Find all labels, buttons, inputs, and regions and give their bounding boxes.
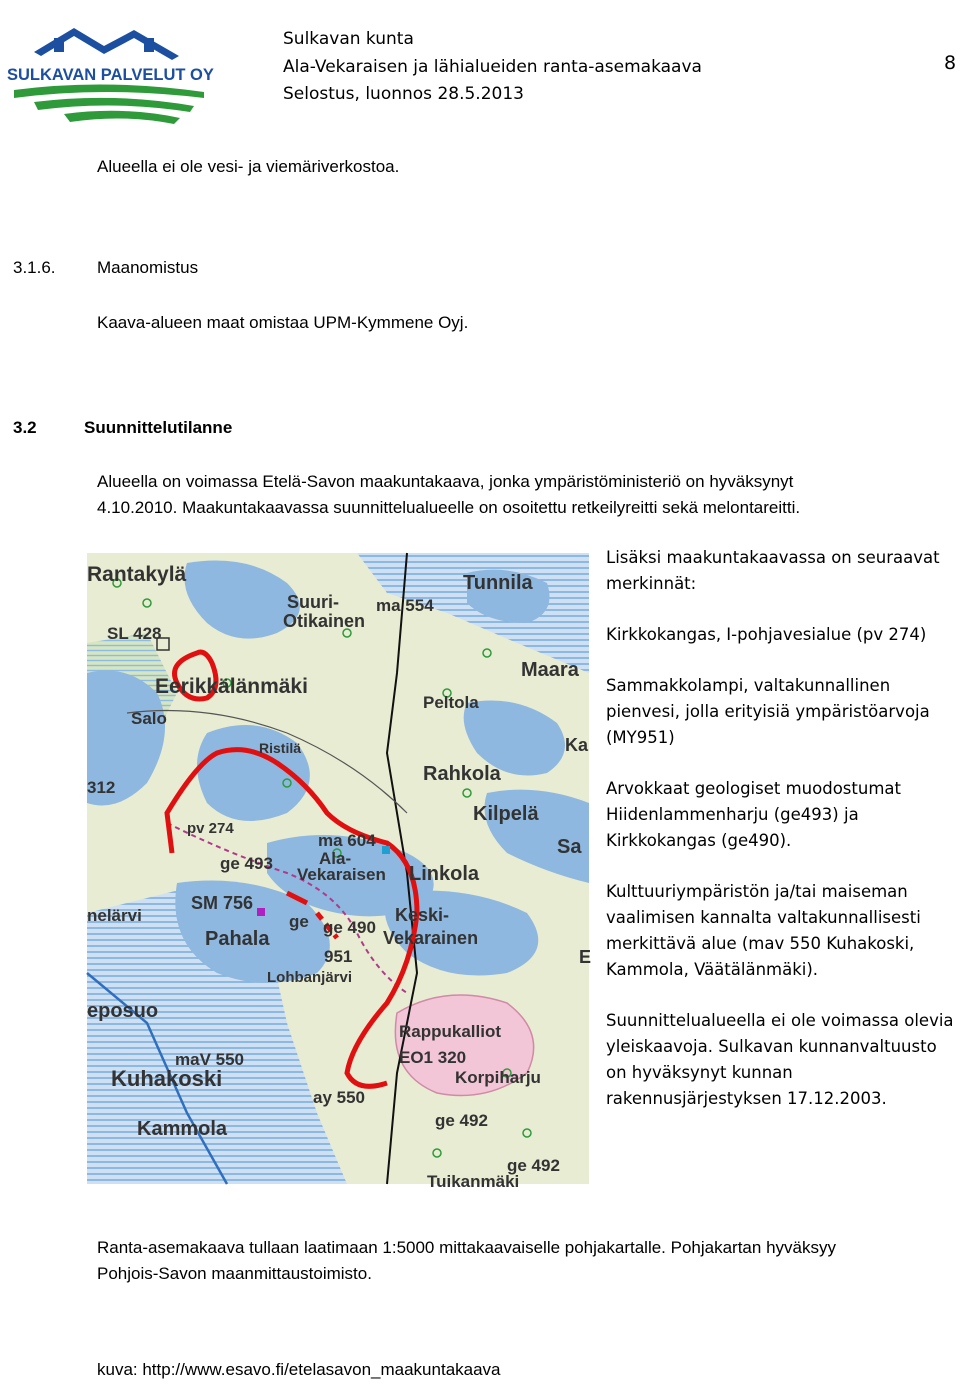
map-label: Eerikkälänmäki — [155, 675, 308, 698]
map-label: Korpiharju — [455, 1068, 541, 1087]
company-logo — [4, 8, 214, 128]
header-plan-name: Ala-Vekaraisen ja lähialueiden ranta-asemakaava — [283, 57, 702, 77]
map-label: SM 756 — [191, 893, 254, 913]
map-label: Ristilä — [259, 740, 302, 756]
map-label: EO1 320 — [399, 1048, 467, 1067]
map-label: ge 492 — [435, 1111, 488, 1130]
map-label: Ala- — [319, 849, 352, 868]
paragraph-regional-plan-line1: Alueella on voimassa Etelä-Savon maakuntakaava, jonka ympäristöministeriö on hyväksynyt — [97, 472, 794, 491]
map-label: Maara — [521, 659, 579, 681]
section-number-3-1-6: 3.1.6. — [13, 258, 56, 277]
map-label: Rappukalliot — [399, 1022, 502, 1041]
map-label: ge — [289, 912, 309, 931]
map-label: 312 — [87, 778, 116, 797]
paragraph-base-map-line1: Ranta-asemakaava tullaan laatimaan 1:5000 mittakaavaiselle pohjakartalle. Pohjakartan hyväksyy — [97, 1238, 836, 1257]
header — [0, 0, 960, 130]
map-label: Suuri- — [287, 592, 339, 612]
map-label: Salo — [131, 709, 167, 728]
map-label: nelärvi — [87, 906, 142, 925]
map-label: SL 428 — [107, 624, 162, 643]
image-source-caption: kuva: http://www.esavo.fi/etelasavon_maakuntakaava — [97, 1360, 501, 1379]
logo-text: SULKAVAN PALVELUT OY — [7, 66, 214, 84]
map-label: 951 — [324, 947, 353, 966]
map-label: E — [579, 947, 592, 967]
regional-plan-map — [87, 553, 592, 1191]
side-paragraph-groundwater: Kirkkokangas, I-pohjavesialue (pv 274) — [606, 625, 927, 644]
map-label: Sa — [557, 836, 582, 858]
paragraph-water-network: Alueella ei ole vesi- ja viemäriverkostoa. — [97, 157, 400, 176]
side-paragraph-intro: Lisäksi maakuntakaavassa on seuraavat merkinnät: — [606, 548, 940, 593]
section-title-land-ownership: Maanomistus — [97, 258, 199, 277]
side-paragraph-pond: Sammakkolampi, valtakunnallinen pienvesi, jolla erityisiä ympäristöarvoja (MY951) — [606, 676, 930, 747]
paragraph-land-owner: Kaava-alueen maat omistaa UPM-Kymmene Oyj. — [97, 313, 469, 332]
paragraph-regional-plan-line2: 4.10.2010. Maakuntakaavassa suunnittelualueelle on osoitettu retkeilyreitti sekä melontareitti. — [97, 498, 801, 517]
map-label: Kuhakoski — [111, 1066, 223, 1091]
header-document-version: Selostus, luonnos 28.5.2013 — [283, 84, 524, 104]
map-label: Pahala — [205, 928, 270, 950]
header-municipality: Sulkavan kunta — [283, 29, 414, 49]
map-label: Ka — [565, 735, 589, 755]
map-label: Lohbanjärvi — [267, 969, 353, 986]
section-title-planning-situation: Suunnittelutilanne — [84, 418, 233, 437]
paragraph-base-map-line2: Pohjois-Savon maanmittaustoimisto. — [97, 1264, 372, 1283]
map-label: eposuo — [87, 1000, 159, 1022]
map-label: Keski- — [395, 905, 450, 925]
map-label: Peltola — [423, 693, 479, 712]
map-label: Tuikanmäki — [427, 1172, 520, 1191]
map-label: ge 492 — [507, 1156, 560, 1175]
side-paragraph-master-plans: Suunnittelualueella ei ole voimassa olevia yleiskaavoja. Sulkavan kunnanvaltuusto on hyväksynyt kunnan rakennusjärjestyksen 17.12.2003. — [606, 1011, 954, 1108]
map-label: Tunnila — [463, 572, 533, 594]
map-label: Kammola — [137, 1118, 228, 1140]
map-label: maV 550 — [175, 1050, 244, 1069]
map-label: Vekarainen — [383, 928, 479, 948]
section-number-3-2: 3.2 — [13, 418, 37, 437]
side-paragraph-geology: Arvokkaat geologiset muodostumat Hiidenlammenharju (ge493) ja Kirkkokangas (ge490). — [606, 779, 901, 850]
map-label: Otikainen — [283, 611, 366, 631]
side-paragraph-cultural: Kulttuuriympäristön ja/tai maiseman vaalimisen kannalta valtakunnallisesti merkittävä alue (mav 550 Kuhakoski, Kammola, Väätälänmäki). — [606, 882, 921, 979]
page-number: 8 — [944, 52, 957, 74]
map-label: Kilpelä — [473, 803, 539, 825]
map-label: ay 550 — [313, 1088, 365, 1107]
map-label: Rantakylä — [87, 563, 187, 586]
map-label: ge 493 — [220, 854, 273, 873]
map-label: ma 554 — [376, 596, 434, 615]
map-label: pv 274 — [187, 820, 234, 837]
map-label: Vekaraisen — [297, 865, 386, 884]
map-label: ge 490 — [323, 918, 376, 937]
map-legend-text — [606, 545, 958, 1137]
map-label: Linkola — [409, 863, 480, 885]
map-label: Rahkola — [423, 763, 501, 785]
map-label: ma 604 — [318, 831, 376, 850]
